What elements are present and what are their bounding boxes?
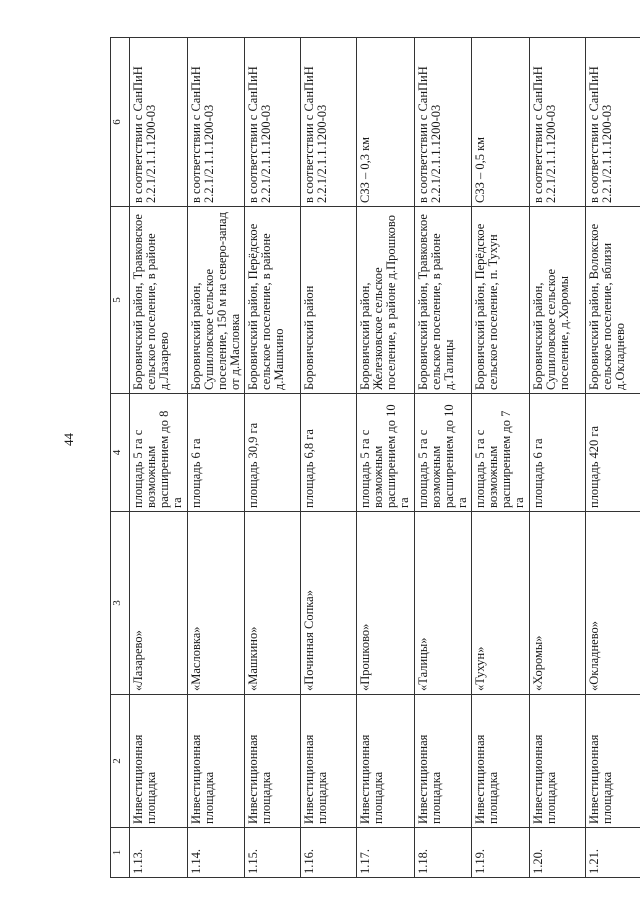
site-name-cell: «Лазарево» bbox=[130, 512, 188, 695]
table-row bbox=[357, 38, 415, 878]
site-location-cell: Боровичский район, Перёдское сельское поселение, п. Тухун bbox=[472, 207, 530, 394]
site-area-cell: площадь 420 га bbox=[585, 394, 640, 512]
site-location-cell: Боровичский район, Травковское сельское поселение, в районе д.Лазарево bbox=[130, 207, 188, 394]
column-number: 5 bbox=[111, 207, 130, 394]
table-row bbox=[130, 38, 188, 878]
site-name-cell: «Прошково» bbox=[357, 512, 415, 695]
row-number-cell: 1.13. bbox=[130, 828, 188, 878]
table-row bbox=[301, 38, 357, 878]
sanitary-zone-cell: СЗЗ – 0,3 км bbox=[357, 38, 415, 207]
table-row bbox=[245, 38, 301, 878]
site-area-cell: площадь 30,9 га bbox=[245, 394, 301, 512]
column-number: 1 bbox=[111, 828, 130, 878]
site-name-cell: «Масловка» bbox=[187, 512, 245, 695]
site-area-cell: площадь 6,8 га bbox=[301, 394, 357, 512]
investment-sites-table bbox=[110, 37, 640, 878]
site-type-cell: Инвестиционная площадка bbox=[301, 695, 357, 828]
row-number-cell: 1.17. bbox=[357, 828, 415, 878]
site-type-cell: Инвестиционная площадка bbox=[529, 695, 585, 828]
site-location-cell: Боровичский район, Волокское сельское поселение, вблизи д.Окладнево bbox=[585, 207, 640, 394]
site-location-cell: Боровичский район, Травковское сельское поселение, в районе д.Талицы bbox=[414, 207, 472, 394]
site-type-cell: Инвестиционная площадка bbox=[187, 695, 245, 828]
site-area-cell: площадь 5 га с возможным расширением до 7 га bbox=[472, 394, 530, 512]
site-type-cell: Инвестиционная площадка bbox=[130, 695, 188, 828]
site-type-cell: Инвестиционная площадка bbox=[414, 695, 472, 828]
site-type-cell: Инвестиционная площадка bbox=[357, 695, 415, 828]
site-location-cell: Боровичский район, Железковское сельское поселение, в районе д.Прошково bbox=[357, 207, 415, 394]
sanitary-zone-cell: в соответствии с СанПиН 2.2.1/2.1.1.1200-03 bbox=[130, 38, 188, 207]
table-row bbox=[472, 38, 530, 878]
site-name-cell: «Талицы» bbox=[414, 512, 472, 695]
column-number: 2 bbox=[111, 695, 130, 828]
table-row bbox=[187, 38, 245, 878]
site-name-cell: «Окладнево» bbox=[585, 512, 640, 695]
site-name-cell: «Починная Сопка» bbox=[301, 512, 357, 695]
row-number-cell: 1.19. bbox=[472, 828, 530, 878]
column-number: 4 bbox=[111, 394, 130, 512]
sanitary-zone-cell: в соответствии с СанПиН 2.2.1/2.1.1.1200-03 bbox=[187, 38, 245, 207]
page-number: 44 bbox=[61, 433, 76, 446]
sanitary-zone-cell: в соответствии с СанПиН 2.2.1/2.1.1.1200-03 bbox=[585, 38, 640, 207]
table-row bbox=[414, 38, 472, 878]
row-number-cell: 1.18. bbox=[414, 828, 472, 878]
site-name-cell: «Хоромы» bbox=[529, 512, 585, 695]
column-number-row bbox=[111, 38, 130, 878]
site-location-cell: Боровичский район, Перёдское сельское поселение, в районе д.Машкино bbox=[245, 207, 301, 394]
site-area-cell: площадь 5 га с возможным расширением до 10 га bbox=[414, 394, 472, 512]
site-name-cell: «Машкино» bbox=[245, 512, 301, 695]
site-location-cell: Боровичский район, Сушиловское сельское поселение, 150 м на северо-запад от д.Масловка bbox=[187, 207, 245, 394]
row-number-cell: 1.21. bbox=[585, 828, 640, 878]
site-location-cell: Боровичский район, Сушиловское сельское поселение, д.Хоромы bbox=[529, 207, 585, 394]
site-area-cell: площадь 6 га bbox=[529, 394, 585, 512]
site-area-cell: площадь 6 га bbox=[187, 394, 245, 512]
sanitary-zone-cell: в соответствии с СанПиН 2.2.1/2.1.1.1200-03 bbox=[529, 38, 585, 207]
site-name-cell: «Тухун» bbox=[472, 512, 530, 695]
table-row bbox=[585, 38, 640, 878]
site-area-cell: площадь 5 га с возможным расширением до 10 га bbox=[357, 394, 415, 512]
site-type-cell: Инвестиционная площадка bbox=[472, 695, 530, 828]
table-container bbox=[110, 38, 627, 878]
sanitary-zone-cell: СЗЗ – 0,5 км bbox=[472, 38, 530, 207]
site-area-cell: площадь 5 га с возможным расширением до 8 га bbox=[130, 394, 188, 512]
row-number-cell: 1.16. bbox=[301, 828, 357, 878]
sanitary-zone-cell: в соответствии с СанПиН 2.2.1/2.1.1.1200-03 bbox=[245, 38, 301, 207]
row-number-cell: 1.14. bbox=[187, 828, 245, 878]
row-number-cell: 1.15. bbox=[245, 828, 301, 878]
site-type-cell: Инвестиционная площадка bbox=[245, 695, 301, 828]
table-row bbox=[529, 38, 585, 878]
column-number: 6 bbox=[111, 38, 130, 207]
column-number: 3 bbox=[111, 512, 130, 695]
row-number-cell: 1.20. bbox=[529, 828, 585, 878]
sanitary-zone-cell: в соответствии с СанПиН 2.2.1/2.1.1.1200-03 bbox=[301, 38, 357, 207]
site-type-cell: Инвестиционная площадка bbox=[585, 695, 640, 828]
site-location-cell: Боровичский район bbox=[301, 207, 357, 394]
sanitary-zone-cell: в соответствии с СанПиН 2.2.1/2.1.1.1200-03 bbox=[414, 38, 472, 207]
